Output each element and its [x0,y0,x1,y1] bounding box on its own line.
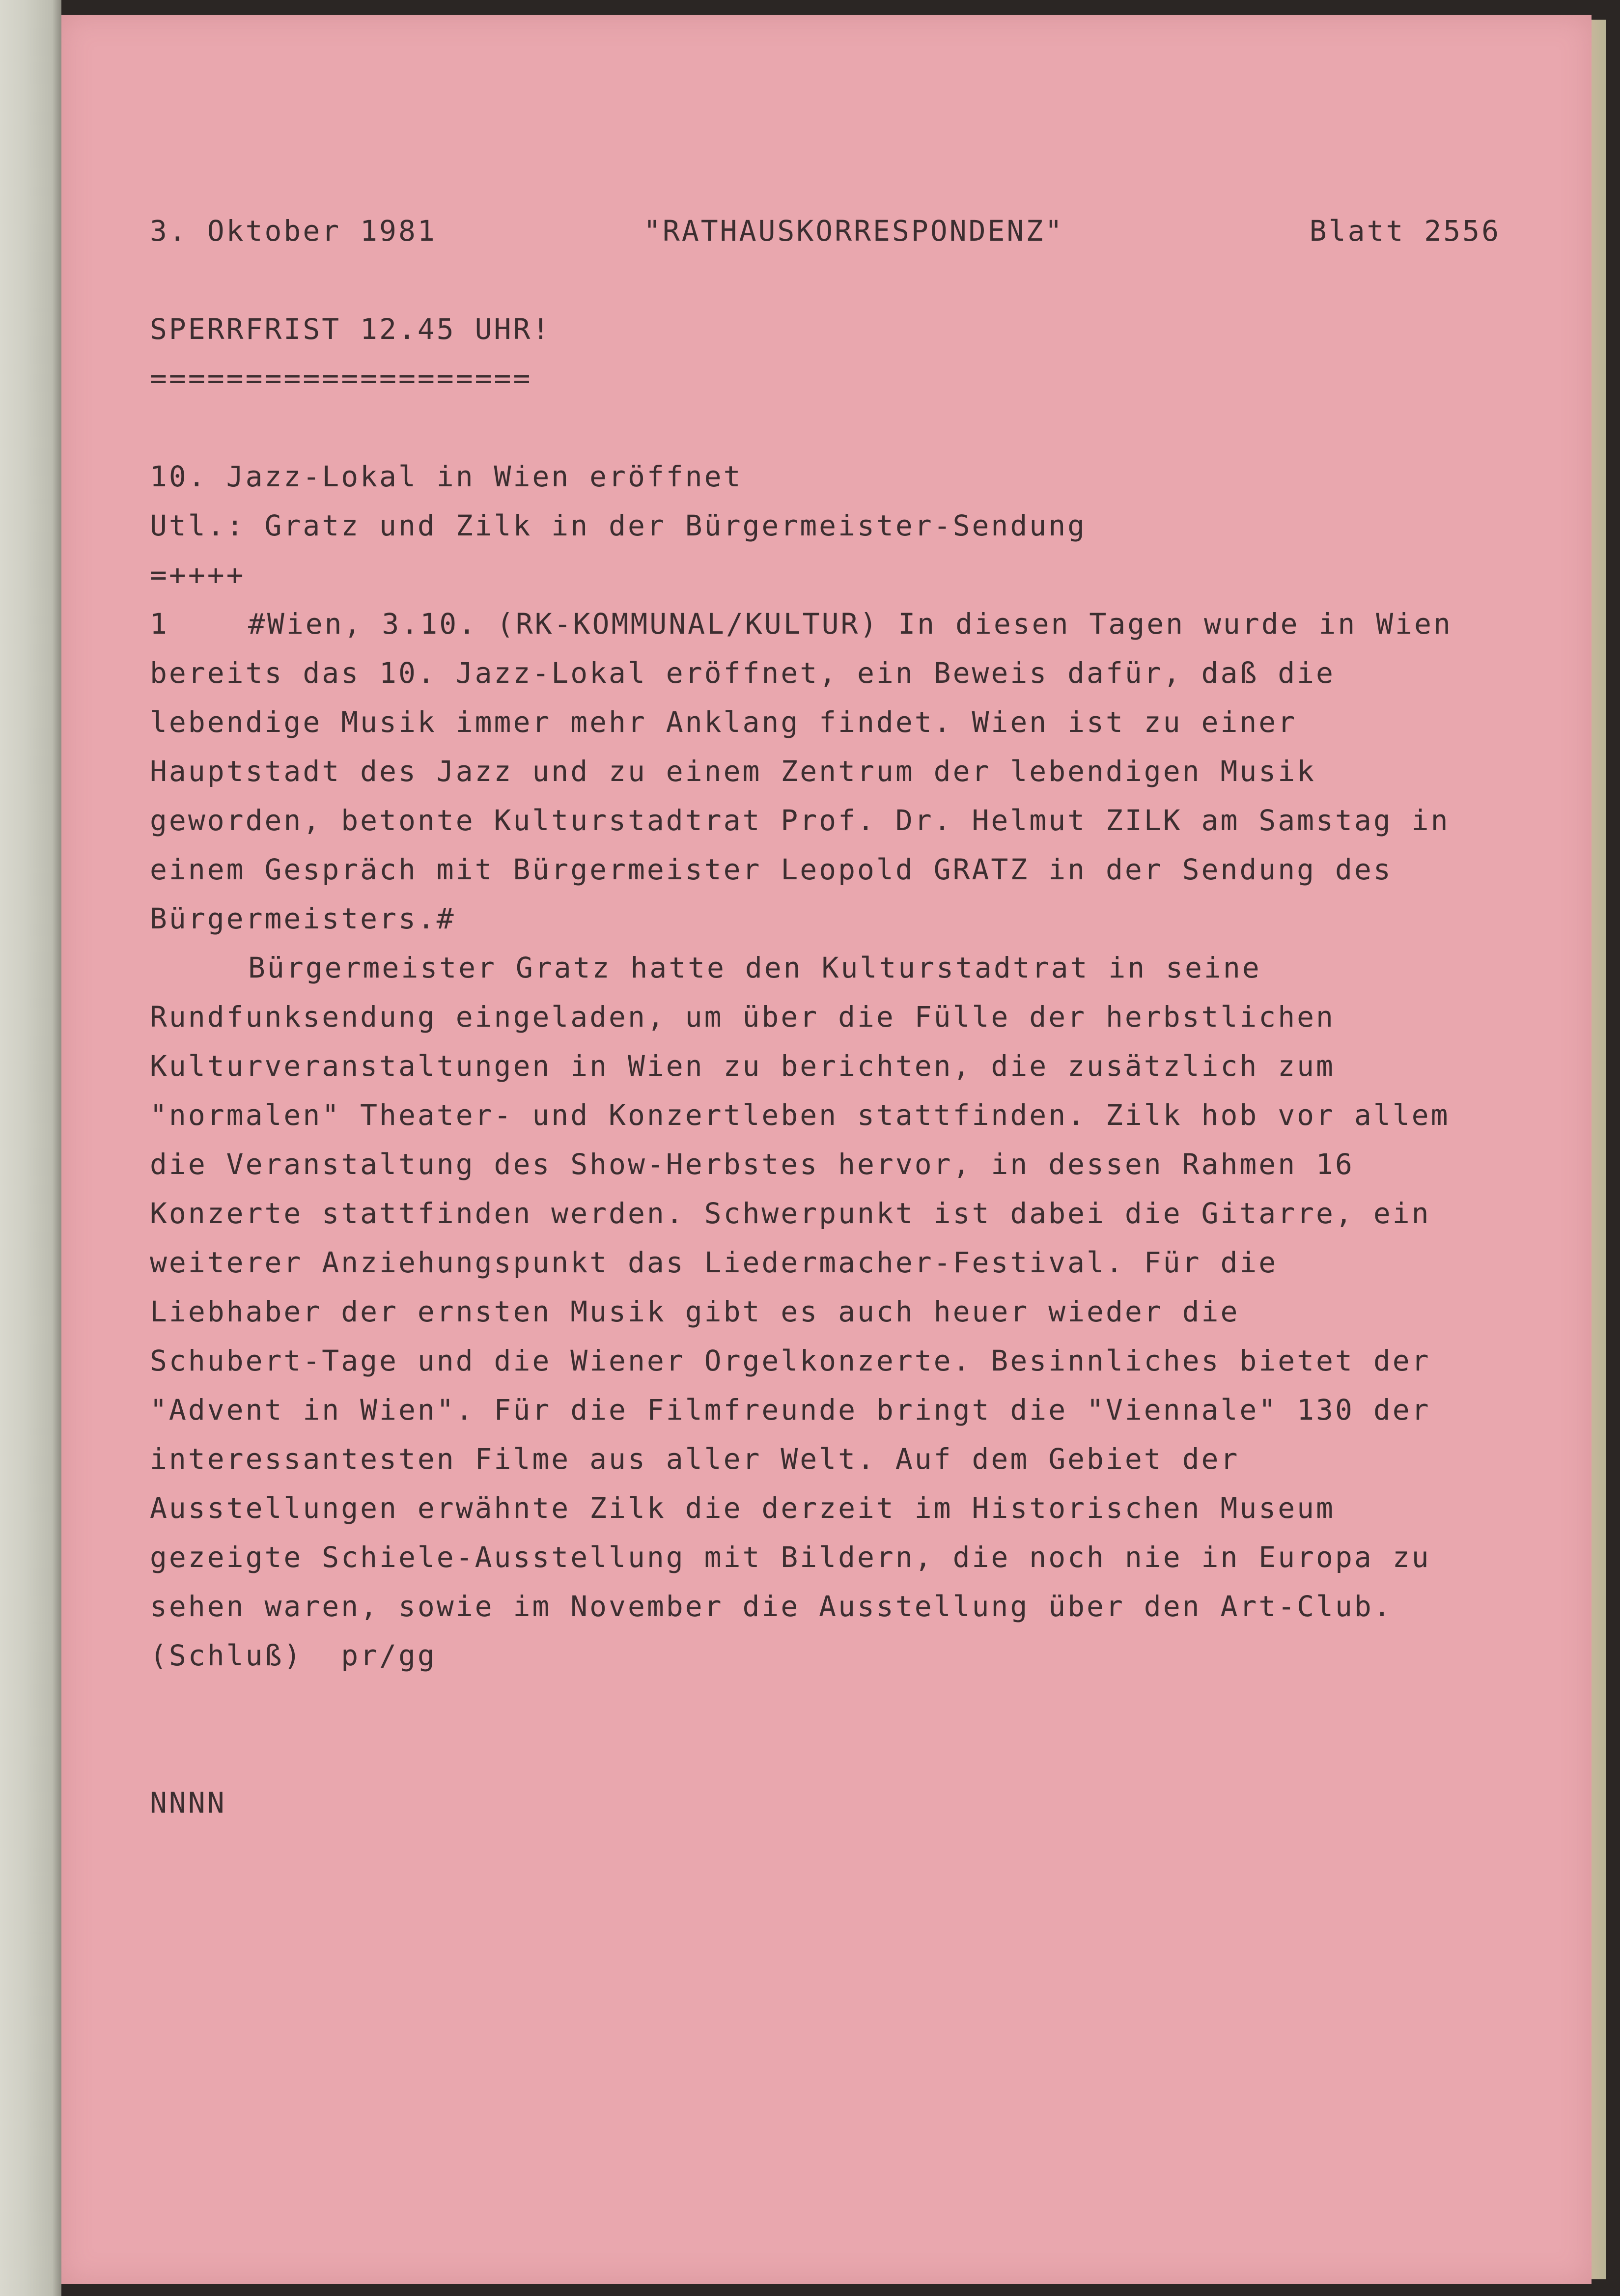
header-date: 3. Oktober 1981 [150,214,437,248]
paragraph-number: 1 [150,607,169,641]
paragraph-1-line: #Wien, 3.10. (RK-KOMMUNAL/KULTUR) In diesen Tagen wurde in Wien [248,607,1452,641]
paragraph-2 [150,943,1501,1631]
header-title: "RATHAUSKORRESPONDENZ" [643,214,1064,248]
article-subheadline: Utl.: Gratz und Zilk in der Bürgermeister-Sendung [150,509,1087,542]
paragraph-1-line: Hauptstadt des Jazz und zu einem Zentrum der lebendigen Musik [150,755,1316,788]
paragraph-2-line: die Veranstaltung des Show-Herbstes hervor, in dessen Rahmen 16 [150,1148,1354,1181]
article-separator: =++++ [150,558,246,591]
paragraph-2-line: "normalen" Theater- und Konzertleben stattfinden. Zilk hob vor allem [150,1098,1450,1132]
paragraph-2-line: sehen waren, sowie im November die Ausstellung über den Art-Club. [150,1590,1393,1623]
header-sheet-number: Blatt 2556 [1309,214,1501,248]
paragraph-2-line: Liebhaber der ernsten Musik gibt es auch heuer wieder die [150,1295,1240,1328]
paragraph-2-line: weiterer Anziehungspunkt das Liedermacher-Festival. Für die [150,1246,1278,1279]
embargo-underline: ==================== [150,362,532,395]
paragraph-2-line: gezeigte Schiele-Ausstellung mit Bildern, die noch nie in Europa zu [150,1540,1431,1574]
embargo-notice: SPERRFRIST 12.45 UHR! [150,312,552,346]
binding-edge [0,0,61,2296]
paragraph-1-line: geworden, betonte Kulturstadtrat Prof. Dr. Helmut ZILK am Samstag in [150,804,1450,837]
paragraph-2-line: Ausstellungen erwähnte Zilk die derzeit im Historischen Museum [150,1491,1335,1525]
document-header [150,206,1501,255]
paragraph-1-line: einem Gespräch mit Bürgermeister Leopold GRATZ in der Sendung des [150,853,1393,886]
end-mark: NNNN [150,1786,226,1820]
paragraph-2-line: "Advent in Wien". Für die Filmfreunde bringt die "Viennale" 130 der [150,1393,1431,1427]
paragraph-1-line: Bürgermeisters.# [150,902,456,935]
typed-document [150,206,1501,1827]
paragraph-2-line: Rundfunksendung eingeladen, um über die Fülle der herbstlichen [150,1000,1335,1034]
closing-mark: (Schluß) pr/gg [150,1639,437,1672]
paragraph-1-line: bereits das 10. Jazz-Lokal eröffnet, ein Beweis dafür, daß die [150,656,1335,690]
paragraph-2-line: Konzerte stattfinden werden. Schwerpunkt ist dabei die Gitarre, ein [150,1197,1431,1230]
paragraph-1-line: lebendige Musik immer mehr Anklang findet. Wien ist zu einer [150,705,1297,739]
article-headline: 10. Jazz-Lokal in Wien eröffnet [150,460,743,493]
paragraph-2-line: interessantesten Filme aus aller Welt. Auf dem Gebiet der [150,1442,1240,1476]
paragraph-2-line: Schubert-Tage und die Wiener Orgelkonzerte. Besinnliches bietet der [150,1344,1431,1377]
paragraph-1 [150,599,1501,943]
paragraph-2-line: Bürgermeister Gratz hatte den Kulturstadtrat in seine [248,951,1261,984]
paragraph-2-line: Kulturveranstaltungen in Wien zu berichten, die zusätzlich zum [150,1049,1335,1083]
